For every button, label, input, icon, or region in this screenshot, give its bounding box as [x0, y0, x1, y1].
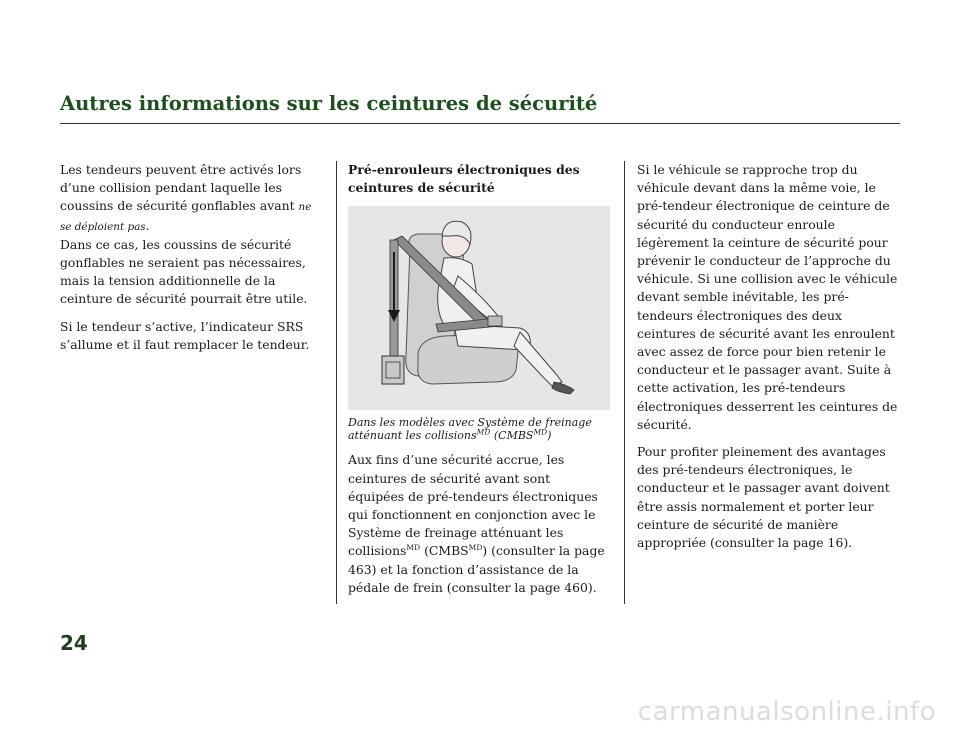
- seated-person-illustration: [348, 206, 610, 410]
- trademark-sup-3: MD: [406, 543, 421, 553]
- column-middle: [348, 161, 610, 606]
- caption-text-3: ): [547, 429, 552, 443]
- caption-text: Dans les modèles avec Système de freinage atténuant les collisions: [348, 416, 592, 443]
- paragraph-tensioner-collision: [60, 161, 322, 309]
- title-rule: [60, 123, 900, 124]
- column-left: [60, 161, 322, 363]
- paragraph-approach-warning: Si le véhicule se rapproche trop du véhicule devant dans la même voie, le pré-tendeur électronique de ceinture de sécurité du conducteur enroule légèrement la ceinture de sécurité pour prévenir le conducteur de l’approche du véhicule. Si une collision avec le véhicule devant semble inévitable, les pré-tendeurs électroniques des deux ceintures de sécurité avant les enroulent avec assez de force pour bien retenir le conducteur et le passager avant. Suite à cette activation, les pré-tendeurs électroniques desserrent les ceintures de sécurité.: [637, 162, 898, 432]
- paragraph-srs-indicator: Si le tendeur s’active, l’indicateur SRS s’allume et il faut remplacer le tendeur.: [60, 318, 310, 352]
- trademark-sup: MD: [476, 427, 491, 437]
- paragraph-pretensioners: [348, 451, 610, 597]
- figure-caption: [348, 416, 610, 442]
- column-divider-2: [624, 161, 625, 604]
- section-heading: Pré-enrouleurs électroniques des ceintures de sécurité: [348, 162, 580, 196]
- page-title: Autres informations sur les ceintures de sécurité: [60, 92, 598, 115]
- seatbelt-illustration: [348, 206, 610, 410]
- body-text-2: (CMBS: [420, 543, 469, 559]
- column-right: [637, 161, 903, 561]
- body-text: Aux fins d’une sécurité accrue, les ceintures de sécurité avant sont équipées de pré-tendeurs électroniques qui fonctionnent en conjonction avec le Système de freinage atténuant les collisions: [348, 452, 598, 559]
- column-divider-1: [336, 161, 337, 604]
- emphasis-text: ne se déploient pas: [60, 201, 312, 233]
- paragraph-text: Les tendeurs peuvent être activés lors d’une collision pendant laquelle les coussins de sécurité gonflables avant: [60, 162, 302, 214]
- trademark-sup-2: MD: [533, 427, 548, 437]
- paragraph-end: .: [145, 217, 150, 233]
- trademark-sup-4: MD: [468, 543, 483, 553]
- watermark-text: carmanualsonline.info: [637, 697, 936, 727]
- body-text-3: ) (consulter la page 463) et la fonction d’assistance de la pédale de frein (consulter la page 460).: [348, 543, 605, 595]
- paragraph-text-2: Dans ce cas, les coussins de sécurité gonflables ne seraient pas nécessaires, mais la tension additionnelle de la ceinture de sécurité pourrait être utile.: [60, 236, 308, 307]
- paragraph-proper-seating: Pour profiter pleinement des avantages des pré-tendeurs électroniques, le conducteur et le passager avant doivent être assis normalement et porter leur ceinture de sécurité de manière appropriée (consulter la page 16).: [637, 444, 890, 551]
- caption-text-2: (CMBS: [490, 429, 534, 443]
- page-number: 24: [60, 631, 88, 655]
